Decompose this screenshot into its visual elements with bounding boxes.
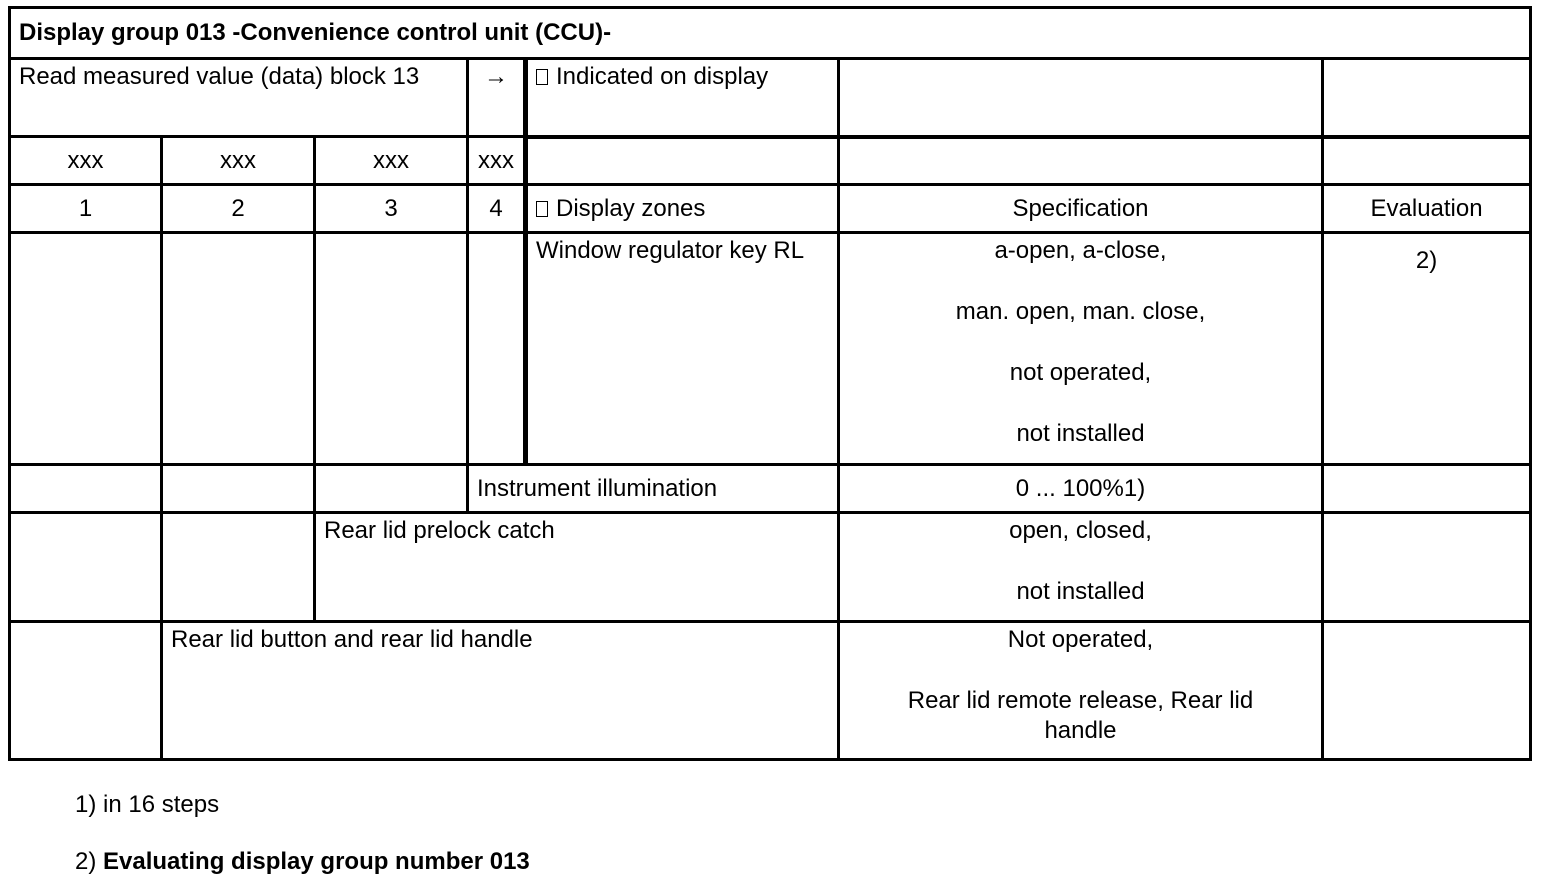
row-eval-window-regulator: 2) bbox=[1323, 233, 1531, 465]
empty-cell bbox=[839, 59, 1323, 137]
empty-cell bbox=[162, 233, 315, 465]
read-block-label: Read measured value (data) block 13 bbox=[10, 59, 468, 137]
spec-line: man. open, man. close, bbox=[955, 298, 1206, 325]
placeholder-1: xxx bbox=[10, 137, 162, 185]
row-label-rear-lid-prelock: Rear lid prelock catch bbox=[315, 513, 839, 622]
zone-number-1: 1 bbox=[10, 185, 162, 233]
arrow-icon: → bbox=[468, 59, 526, 137]
empty-cell bbox=[1323, 137, 1531, 185]
row-spec-window-regulator bbox=[839, 233, 1323, 465]
spec-line: not installed bbox=[1016, 578, 1145, 605]
empty-cell bbox=[10, 622, 162, 760]
placeholder-4: xxx bbox=[468, 137, 526, 185]
zone-number-2: 2 bbox=[162, 185, 315, 233]
row-eval-rear-lid-button bbox=[1323, 622, 1531, 760]
row-spec-instrument-illumination: 0 ... 100%1) bbox=[839, 465, 1323, 513]
empty-cell bbox=[10, 513, 162, 622]
specification-header: Specification bbox=[839, 185, 1323, 233]
empty-cell bbox=[468, 233, 526, 465]
spec-line: a-open, a-close, bbox=[994, 237, 1167, 264]
footnote-1: 1) in 16 steps bbox=[75, 791, 220, 818]
placeholder-2: xxx bbox=[162, 137, 315, 185]
footnote-2 bbox=[75, 847, 530, 877]
indicated-on-display-label bbox=[526, 59, 839, 137]
footnote-2-number: 2) bbox=[75, 848, 97, 875]
empty-cell bbox=[315, 465, 468, 513]
zone-number-3: 3 bbox=[315, 185, 468, 233]
spec-line: not installed bbox=[1016, 420, 1145, 447]
evaluation-header: Evaluation bbox=[1323, 185, 1531, 233]
display-zones-text: Display zones bbox=[556, 194, 706, 222]
empty-cell bbox=[839, 137, 1323, 185]
row-label-instrument-illumination: Instrument illumination bbox=[468, 465, 839, 513]
zone-number-4: 4 bbox=[468, 185, 526, 233]
empty-cell bbox=[10, 465, 162, 513]
row-label-window-regulator: Window regulator key RL bbox=[526, 233, 839, 465]
row-spec-rear-lid-prelock bbox=[839, 513, 1323, 622]
empty-cell bbox=[315, 233, 468, 465]
empty-box-icon bbox=[536, 69, 548, 85]
empty-cell bbox=[1323, 59, 1531, 137]
spec-line: Rear lid remote release, Rear lid handle bbox=[907, 687, 1254, 744]
row-label-rear-lid-button: Rear lid button and rear lid handle bbox=[162, 622, 839, 760]
table-title: Display group 013 -Convenience control unit (CCU)- bbox=[10, 8, 1531, 59]
placeholder-3: xxx bbox=[315, 137, 468, 185]
footnotes bbox=[75, 790, 530, 877]
empty-cell bbox=[526, 137, 839, 185]
display-group-table bbox=[8, 6, 1532, 761]
spec-line: open, closed, bbox=[1009, 517, 1152, 544]
footnote-2-text: Evaluating display group number 013 bbox=[103, 848, 530, 875]
empty-box-icon bbox=[536, 201, 548, 217]
empty-cell bbox=[162, 465, 315, 513]
row-spec-rear-lid-button bbox=[839, 622, 1323, 760]
empty-cell bbox=[10, 233, 162, 465]
row-eval-rear-lid-prelock bbox=[1323, 513, 1531, 622]
display-zones-header bbox=[526, 185, 839, 233]
indicated-on-display-text: Indicated on display bbox=[556, 63, 769, 90]
spec-line: Not operated, bbox=[1007, 626, 1154, 653]
row-eval-instrument-illumination bbox=[1323, 465, 1531, 513]
empty-cell bbox=[162, 513, 315, 622]
spec-line: not operated, bbox=[1009, 359, 1152, 386]
